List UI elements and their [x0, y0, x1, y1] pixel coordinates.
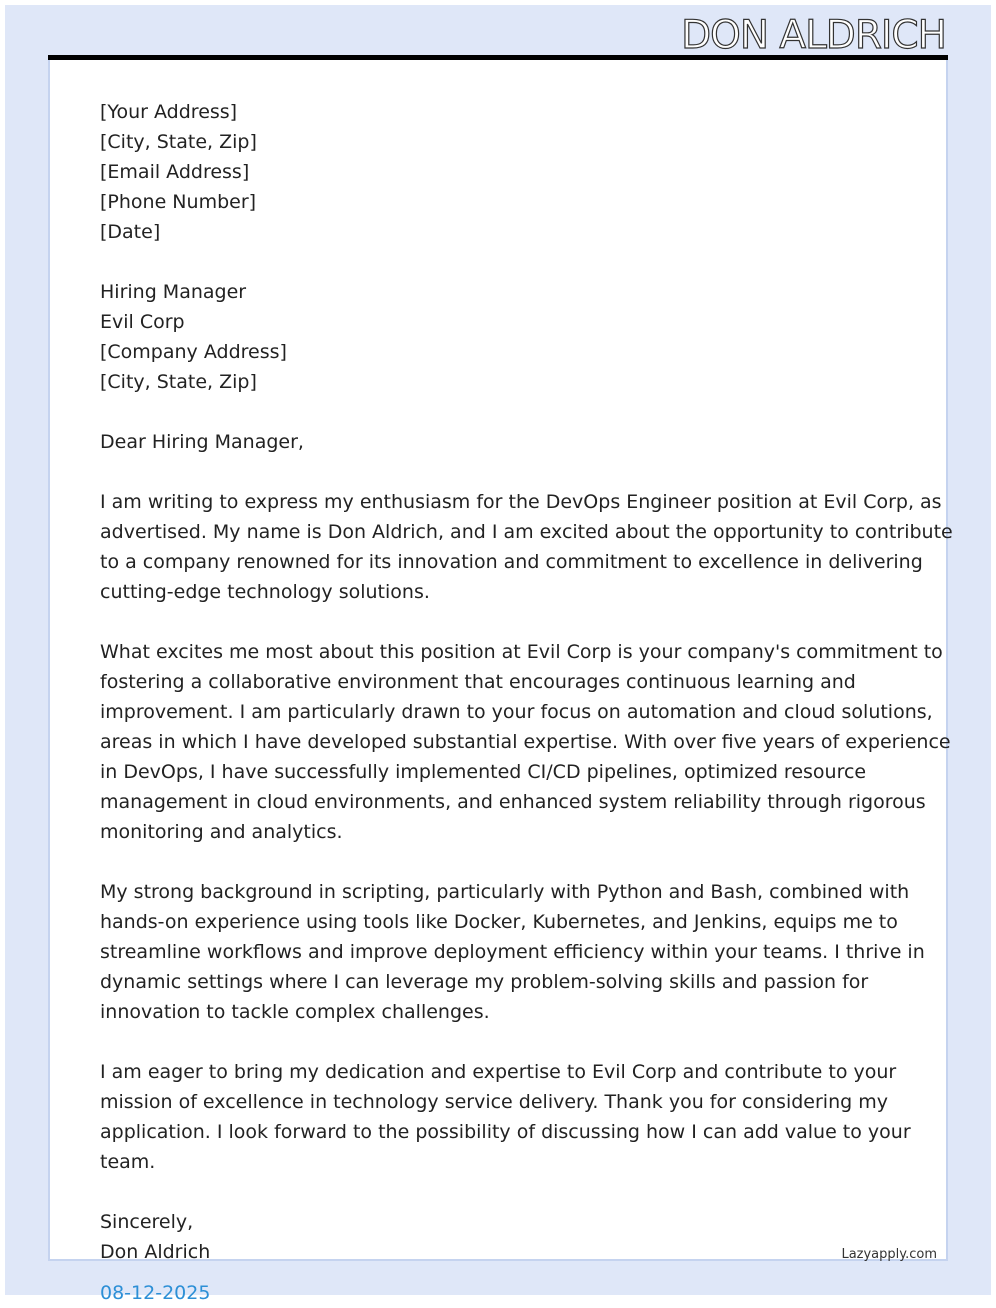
paragraph-line: areas in which I have developed substantial expertise. With over five years of experience — [100, 731, 951, 753]
paragraph-line: fostering a collaborative environment that encourages continuous learning and — [100, 671, 856, 693]
sender-email: [Email Address] — [100, 161, 250, 183]
paragraph-line: What excites me most about this position at Evil Corp is your company's commitment to — [100, 641, 943, 663]
sender-block — [100, 97, 900, 247]
paragraph-line: My strong background in scripting, particularly with Python and Bash, combined with — [100, 881, 910, 903]
recipient-company: Evil Corp — [100, 311, 185, 333]
footer-date: 08-12-2025 — [100, 1282, 211, 1304]
paragraph-line: team. — [100, 1151, 156, 1173]
paragraph-3 — [100, 877, 925, 1027]
recipient-block — [100, 277, 900, 397]
closing: Sincerely, — [100, 1211, 194, 1233]
paragraph-line: dynamic settings where I can leverage my problem-solving skills and passion for — [100, 971, 869, 993]
paragraph-line: in DevOps, I have successfully implemented CI/CD pipelines, optimized resource — [100, 761, 867, 783]
paragraph-line: cutting-edge technology solutions. — [100, 581, 430, 603]
recipient-title: Hiring Manager — [100, 281, 247, 303]
paragraph-2 — [100, 637, 951, 847]
signature: Don Aldrich — [100, 1241, 211, 1263]
sender-address: [Your Address] — [100, 101, 238, 123]
spacer — [100, 1177, 900, 1207]
paragraph-line: improvement. I am particularly drawn to your focus on automation and cloud solutions, — [100, 701, 933, 723]
sender-date: [Date] — [100, 221, 161, 243]
paragraph-line: streamline workflows and improve deployment efficiency within your teams. I thrive in — [100, 941, 925, 963]
spacer — [100, 247, 900, 277]
spacer — [100, 397, 900, 427]
paragraph-line: I am eager to bring my dedication and expertise to Evil Corp and contribute to your — [100, 1061, 897, 1083]
recipient-city: [City, State, Zip] — [100, 371, 257, 393]
paragraph-line: to a company renowned for its innovation and commitment to excellence in delivering — [100, 551, 923, 573]
sender-phone: [Phone Number] — [100, 191, 257, 213]
paragraph-line: mission of excellence in technology service delivery. Thank you for considering my — [100, 1091, 888, 1113]
spacer — [100, 847, 900, 877]
applicant-name: DON ALDRICH — [681, 13, 946, 58]
paragraph-line: innovation to tackle complex challenges. — [100, 1001, 490, 1023]
paragraph-line: management in cloud environments, and enhanced system reliability through rigorous — [100, 791, 926, 813]
recipient-address: [Company Address] — [100, 341, 287, 363]
salutation: Dear Hiring Manager, — [100, 431, 304, 453]
paragraph-line: monitoring and analytics. — [100, 821, 343, 843]
spacer — [100, 457, 900, 487]
paragraph-line: application. I look forward to the possibility of discussing how I can add value to your — [100, 1121, 911, 1143]
letter-body — [100, 97, 953, 1267]
paragraph-line: hands-on experience using tools like Docker, Kubernetes, and Jenkins, equips me to — [100, 911, 898, 933]
spacer — [100, 1027, 900, 1057]
watermark: Lazyapply.com — [841, 1247, 937, 1262]
sender-city: [City, State, Zip] — [100, 131, 257, 153]
paragraph-line: advertised. My name is Don Aldrich, and I am excited about the opportunity to contribute — [100, 521, 953, 543]
spacer — [100, 607, 900, 637]
paragraph-4 — [100, 1057, 911, 1177]
paragraph-1 — [100, 487, 953, 607]
paragraph-line: I am writing to express my enthusiasm for the DevOps Engineer position at Evil Corp, as — [100, 491, 942, 513]
